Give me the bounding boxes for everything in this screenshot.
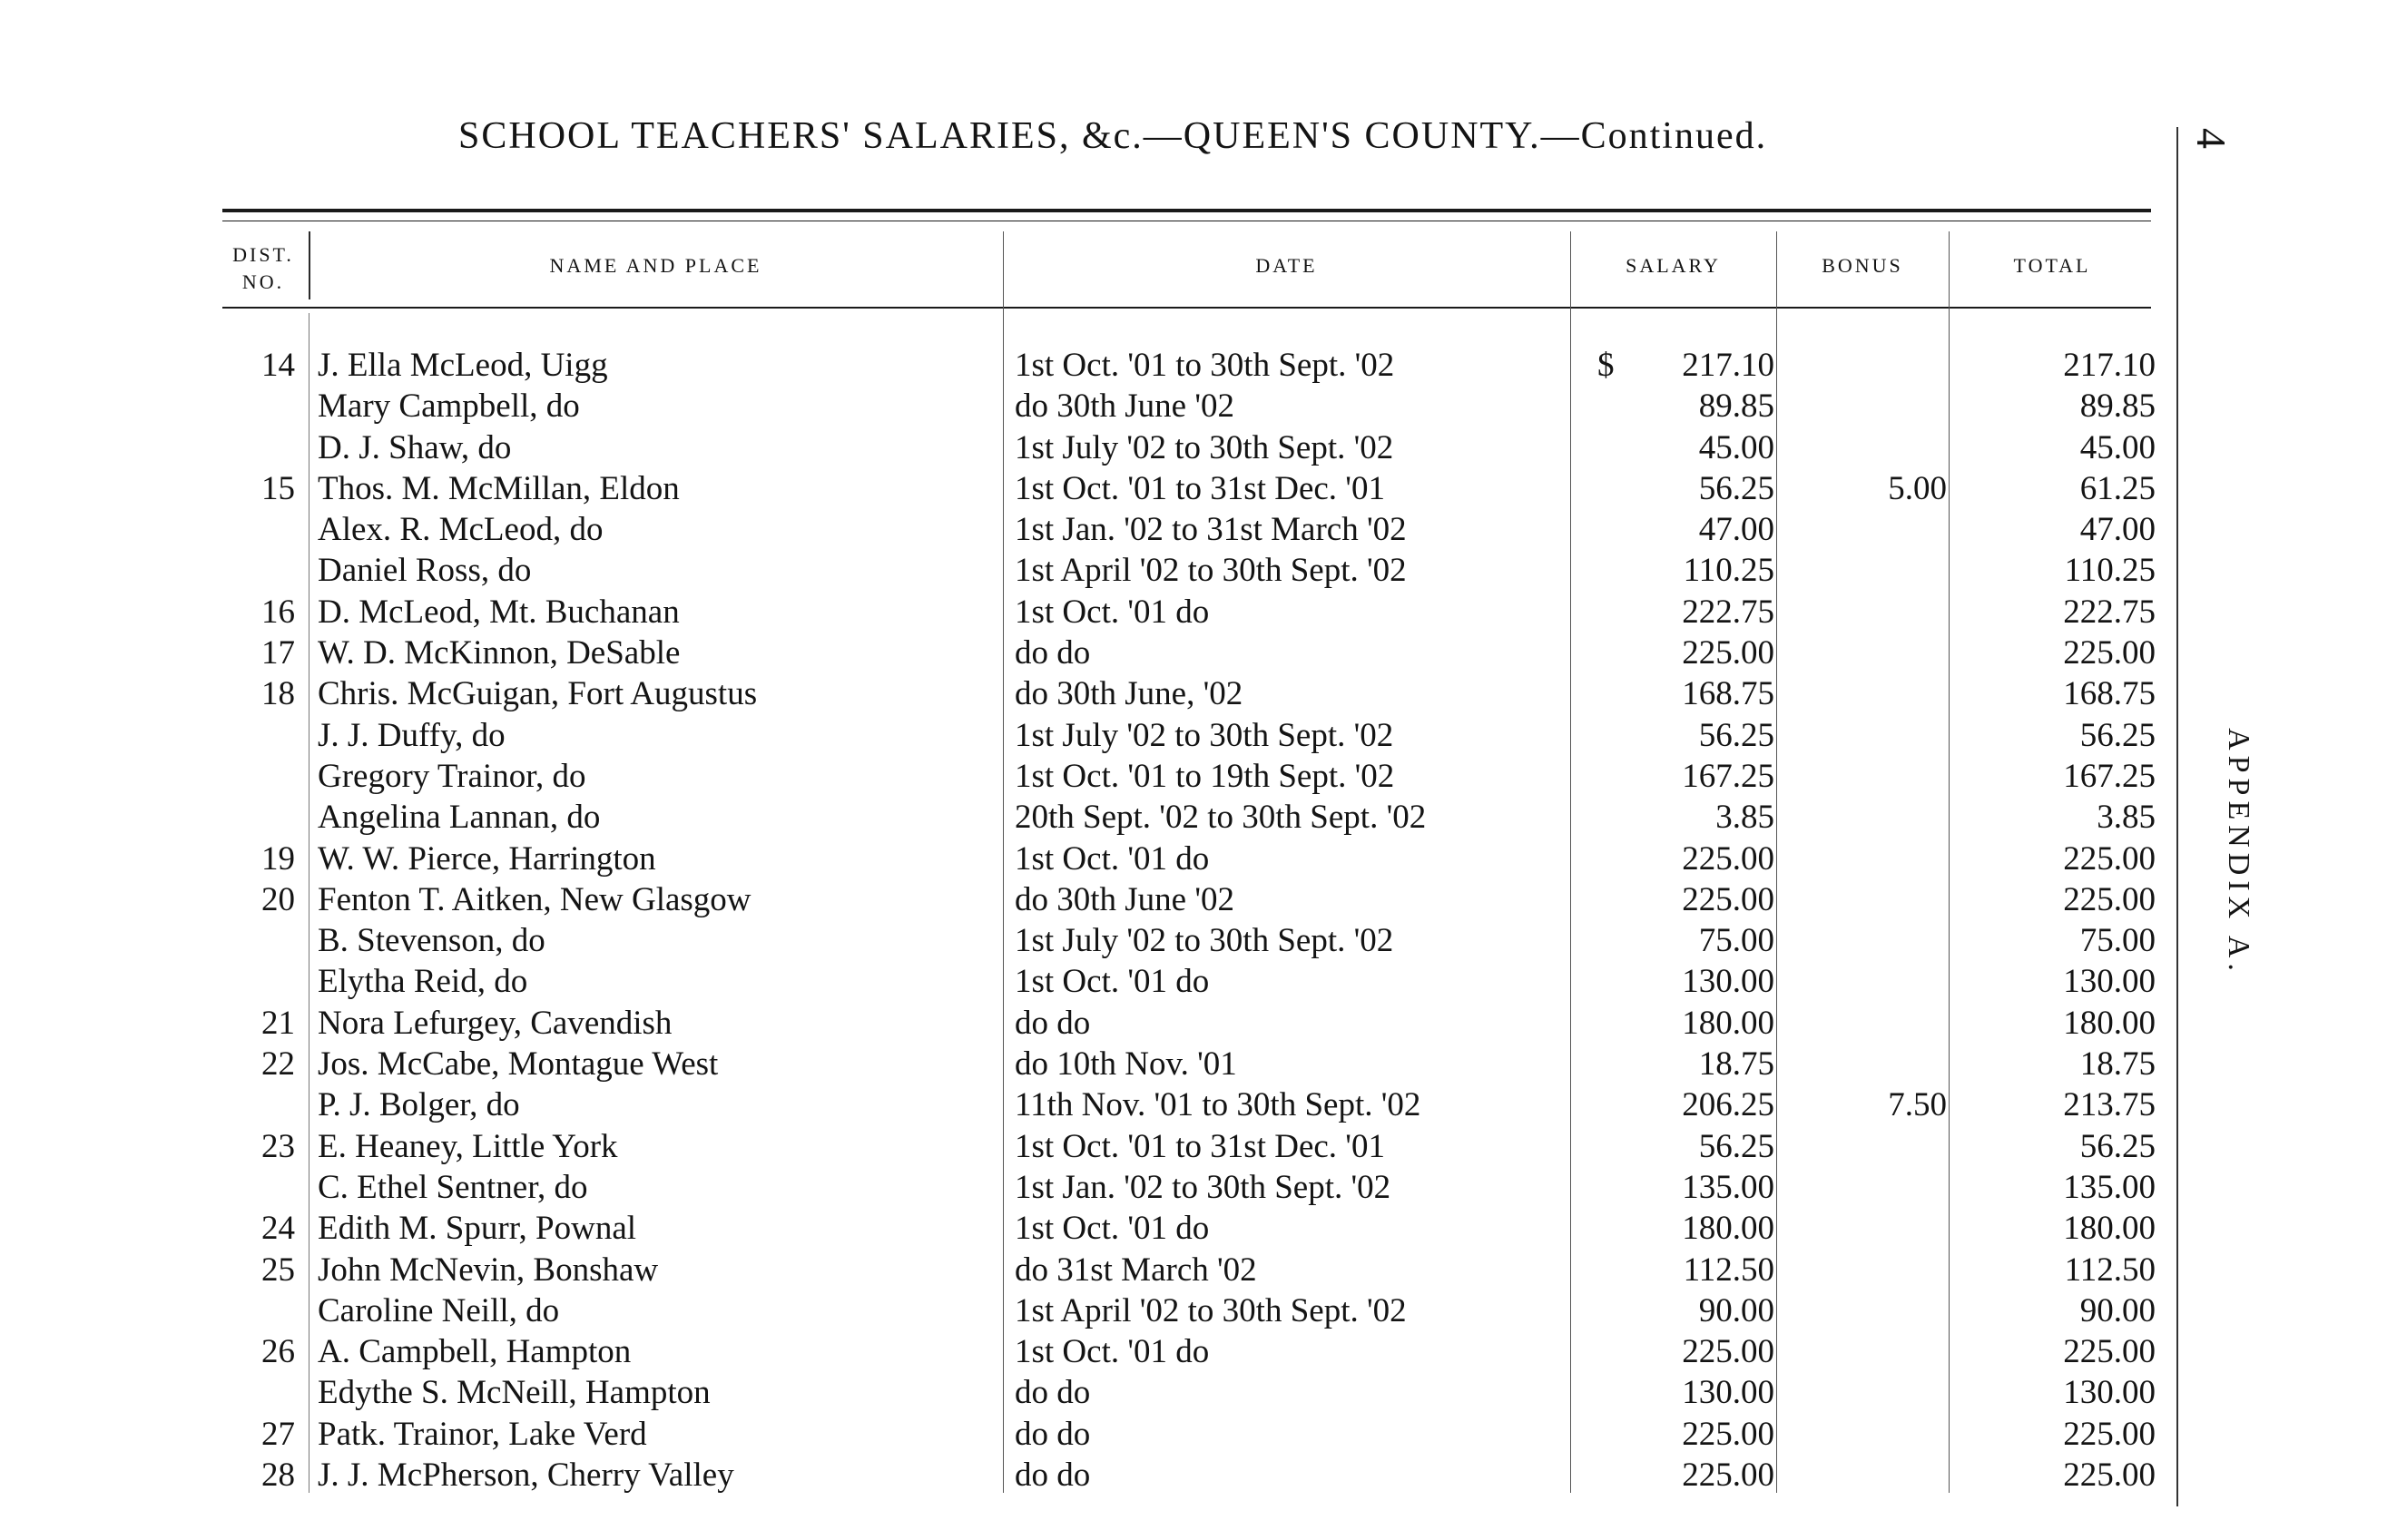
date-range: 1st Oct. '01 to 31st Dec. '01 bbox=[1015, 1127, 1385, 1165]
table-row bbox=[0, 920, 2397, 961]
teacher-name-place: D. J. Shaw, do bbox=[318, 428, 512, 466]
total-value: 3.85 bbox=[2097, 799, 2156, 837]
date-range: do 30th June '02 bbox=[1015, 387, 1235, 426]
table-row bbox=[0, 1414, 2397, 1455]
table-row bbox=[0, 1126, 2397, 1167]
date-range: 11th Nov. '01 to 30th Sept. '02 bbox=[1015, 1086, 1421, 1124]
total-value: 110.25 bbox=[2064, 552, 2156, 590]
teacher-name-place: Alex. R. McLeod, do bbox=[318, 511, 604, 549]
total-value: 47.00 bbox=[2079, 511, 2156, 549]
teacher-name-place: Elytha Reid, do bbox=[318, 963, 528, 1001]
table-row bbox=[0, 756, 2397, 797]
date-range: do do bbox=[1015, 634, 1091, 672]
teacher-name-place: Edythe S. McNeill, Hampton bbox=[318, 1374, 711, 1412]
salary-value: 225.00 bbox=[1682, 1333, 1774, 1371]
teacher-name-place: J. J. McPherson, Cherry Valley bbox=[318, 1457, 734, 1495]
teacher-name-place: Caroline Neill, do bbox=[318, 1291, 560, 1329]
date-range: 20th Sept. '02 to 30th Sept. '02 bbox=[1015, 799, 1427, 837]
page-number: 4 bbox=[2188, 128, 2235, 149]
salary-value: 89.85 bbox=[1698, 387, 1774, 426]
date-range: 1st Jan. '02 to 31st March '02 bbox=[1015, 511, 1407, 549]
date-range: do do bbox=[1015, 1374, 1091, 1412]
dist-number: 28 bbox=[261, 1457, 295, 1495]
salary-value: 167.25 bbox=[1682, 757, 1774, 795]
total-value: 225.00 bbox=[2063, 1415, 2156, 1453]
dist-number: 16 bbox=[261, 593, 295, 631]
table-row bbox=[0, 961, 2397, 1002]
teacher-name-place: E. Heaney, Little York bbox=[318, 1127, 618, 1165]
teacher-name-place: Nora Lefurgey, Cavendish bbox=[318, 1004, 673, 1042]
salary-value: 75.00 bbox=[1698, 922, 1774, 960]
date-range: 1st Oct. '01 do bbox=[1015, 1210, 1210, 1248]
date-range: do 30th June, '02 bbox=[1015, 675, 1243, 713]
teacher-name-place: Jos. McCabe, Montague West bbox=[318, 1045, 719, 1084]
table-row bbox=[0, 1084, 2397, 1125]
table-row bbox=[0, 509, 2397, 550]
salary-value: 225.00 bbox=[1682, 634, 1774, 672]
date-range: 1st Oct. '01 do bbox=[1015, 593, 1210, 631]
teacher-name-place: B. Stevenson, do bbox=[318, 922, 545, 960]
dist-number: 14 bbox=[261, 347, 295, 384]
teacher-name-place: Mary Campbell, do bbox=[318, 387, 580, 426]
total-value: 180.00 bbox=[2063, 1004, 2156, 1042]
table-row bbox=[0, 386, 2397, 427]
total-value: 225.00 bbox=[2063, 880, 2156, 918]
table-row bbox=[0, 345, 2397, 386]
table-row bbox=[0, 1372, 2397, 1413]
date-range: do 30th June '02 bbox=[1015, 880, 1235, 918]
salary-value: 180.00 bbox=[1682, 1210, 1774, 1248]
salary-value: 225.00 bbox=[1682, 839, 1774, 878]
salary-value: 45.00 bbox=[1698, 428, 1774, 466]
date-range: do do bbox=[1015, 1004, 1091, 1042]
column-header-date: DATE bbox=[1255, 254, 1318, 277]
total-value: 225.00 bbox=[2063, 634, 2156, 672]
table-row bbox=[0, 1167, 2397, 1208]
date-range: do 31st March '02 bbox=[1015, 1251, 1257, 1289]
salary-value: 110.25 bbox=[1683, 552, 1774, 590]
teacher-name-place: John McNevin, Bonshaw bbox=[318, 1251, 659, 1289]
total-value: 18.75 bbox=[2079, 1045, 2156, 1084]
salary-value: 130.00 bbox=[1682, 963, 1774, 1001]
total-value: 225.00 bbox=[2063, 1333, 2156, 1371]
total-value: 217.10 bbox=[2063, 347, 2156, 384]
bonus-value: 5.00 bbox=[1888, 469, 1947, 507]
column-header-name: NAME AND PLACE bbox=[549, 254, 762, 277]
dollar-sign: $ bbox=[1597, 347, 1615, 384]
page-title: SCHOOL TEACHERS' SALARIES, &c.—QUEEN'S COUNTY.—Continued. bbox=[458, 115, 1768, 157]
table-row bbox=[0, 715, 2397, 756]
salary-value: 3.85 bbox=[1715, 799, 1774, 837]
salary-value: 225.00 bbox=[1682, 1457, 1774, 1495]
total-value: 90.00 bbox=[2079, 1291, 2156, 1329]
salary-table-body bbox=[0, 345, 2397, 1496]
total-value: 89.85 bbox=[2079, 387, 2156, 426]
teacher-name-place: P. J. Bolger, do bbox=[318, 1086, 520, 1124]
dist-number: 26 bbox=[261, 1333, 295, 1371]
table-row bbox=[0, 1208, 2397, 1249]
salary-value: 56.25 bbox=[1698, 469, 1774, 507]
salary-value: 180.00 bbox=[1682, 1004, 1774, 1042]
table-row bbox=[0, 468, 2397, 509]
table-row bbox=[0, 673, 2397, 714]
dist-number: 17 bbox=[261, 634, 295, 672]
table-row bbox=[0, 839, 2397, 879]
teacher-name-place: W. W. Pierce, Harrington bbox=[318, 839, 656, 878]
total-value: 180.00 bbox=[2063, 1210, 2156, 1248]
date-range: do 10th Nov. '01 bbox=[1015, 1045, 1237, 1084]
column-header-salary: SALARY bbox=[1626, 254, 1721, 277]
total-value: 225.00 bbox=[2063, 839, 2156, 878]
table-row bbox=[0, 797, 2397, 838]
appendix-label: APPENDIX A. bbox=[2222, 728, 2255, 976]
column-header-dist bbox=[222, 241, 304, 296]
salary-value: 168.75 bbox=[1682, 675, 1774, 713]
salary-value: 206.25 bbox=[1682, 1086, 1774, 1124]
date-range: 1st July '02 to 30th Sept. '02 bbox=[1015, 428, 1394, 466]
table-row bbox=[0, 1290, 2397, 1331]
table-row bbox=[0, 427, 2397, 468]
table-row bbox=[0, 550, 2397, 591]
table-row bbox=[0, 592, 2397, 633]
date-range: 1st Oct. '01 to 31st Dec. '01 bbox=[1015, 469, 1385, 507]
table-row bbox=[0, 1331, 2397, 1372]
column-header-dist-line2: NO. bbox=[241, 270, 285, 293]
teacher-name-place: Patk. Trainor, Lake Verd bbox=[318, 1415, 647, 1453]
teacher-name-place: A. Campbell, Hampton bbox=[318, 1333, 632, 1371]
header-bottom-rule bbox=[222, 307, 2151, 309]
teacher-name-place: J. Ella McLeod, Uigg bbox=[318, 347, 608, 384]
salary-value: 225.00 bbox=[1682, 880, 1774, 918]
column-header-total: TOTAL bbox=[2013, 254, 2091, 277]
date-range: 1st Oct. '01 do bbox=[1015, 839, 1210, 878]
total-value: 112.50 bbox=[2064, 1251, 2156, 1289]
table-row bbox=[0, 879, 2397, 920]
date-range: 1st Jan. '02 to 30th Sept. '02 bbox=[1015, 1168, 1391, 1206]
dist-number: 25 bbox=[261, 1251, 295, 1289]
dist-number: 18 bbox=[261, 675, 295, 713]
salary-value: 112.50 bbox=[1683, 1251, 1774, 1289]
salary-value: 222.75 bbox=[1682, 593, 1774, 631]
table-row bbox=[0, 1044, 2397, 1084]
teacher-name-place: Chris. McGuigan, Fort Augustus bbox=[318, 675, 758, 713]
total-value: 56.25 bbox=[2079, 1127, 2156, 1165]
date-range: 1st July '02 to 30th Sept. '02 bbox=[1015, 716, 1394, 754]
total-value: 130.00 bbox=[2063, 963, 2156, 1001]
table-row bbox=[0, 1003, 2397, 1044]
date-range: 1st April '02 to 30th Sept. '02 bbox=[1015, 1291, 1407, 1329]
total-value: 61.25 bbox=[2079, 469, 2156, 507]
dist-number: 23 bbox=[261, 1127, 295, 1165]
dist-number: 22 bbox=[261, 1045, 295, 1084]
total-value: 135.00 bbox=[2063, 1168, 2156, 1206]
table-row bbox=[0, 1455, 2397, 1496]
date-range: do do bbox=[1015, 1415, 1091, 1453]
salary-value: 56.25 bbox=[1698, 716, 1774, 754]
dist-number: 15 bbox=[261, 469, 295, 507]
table-row bbox=[0, 633, 2397, 673]
salary-value: 47.00 bbox=[1698, 511, 1774, 549]
teacher-name-place: C. Ethel Sentner, do bbox=[318, 1168, 588, 1206]
teacher-name-place: Fenton T. Aitken, New Glasgow bbox=[318, 880, 752, 918]
date-range: 1st Oct. '01 do bbox=[1015, 1333, 1210, 1371]
total-value: 75.00 bbox=[2079, 922, 2156, 960]
total-value: 222.75 bbox=[2063, 593, 2156, 631]
total-value: 225.00 bbox=[2063, 1457, 2156, 1495]
teacher-name-place: Daniel Ross, do bbox=[318, 552, 532, 590]
column-header-bonus: BONUS bbox=[1822, 254, 1903, 277]
teacher-name-place: Angelina Lannan, do bbox=[318, 799, 601, 837]
teacher-name-place: D. McLeod, Mt. Buchanan bbox=[318, 593, 680, 631]
total-value: 56.25 bbox=[2079, 716, 2156, 754]
table-top-rule bbox=[222, 209, 2151, 212]
salary-value: 56.25 bbox=[1698, 1127, 1774, 1165]
total-value: 213.75 bbox=[2063, 1086, 2156, 1124]
total-value: 130.00 bbox=[2063, 1374, 2156, 1412]
bonus-value: 7.50 bbox=[1888, 1086, 1947, 1124]
date-range: 1st Oct. '01 to 19th Sept. '02 bbox=[1015, 757, 1395, 795]
table-row bbox=[0, 1250, 2397, 1290]
teacher-name-place: Thos. M. McMillan, Eldon bbox=[318, 469, 680, 507]
teacher-name-place: Edith M. Spurr, Pownal bbox=[318, 1210, 637, 1248]
total-value: 167.25 bbox=[2063, 757, 2156, 795]
dist-number: 27 bbox=[261, 1415, 295, 1453]
salary-value: 18.75 bbox=[1698, 1045, 1774, 1084]
teacher-name-place: J. J. Duffy, do bbox=[318, 716, 506, 754]
dist-number: 21 bbox=[261, 1004, 295, 1042]
dist-number: 20 bbox=[261, 880, 295, 918]
salary-value: 130.00 bbox=[1682, 1374, 1774, 1412]
salary-value: 90.00 bbox=[1698, 1291, 1774, 1329]
column-header-dist-line1: DIST. bbox=[232, 243, 294, 266]
total-value: 168.75 bbox=[2063, 675, 2156, 713]
date-range: 1st April '02 to 30th Sept. '02 bbox=[1015, 552, 1407, 590]
salary-value: 217.10 bbox=[1682, 347, 1774, 384]
total-value: 45.00 bbox=[2079, 428, 2156, 466]
teacher-name-place: W. D. McKinnon, DeSable bbox=[318, 634, 681, 672]
date-range: 1st July '02 to 30th Sept. '02 bbox=[1015, 922, 1394, 960]
dist-number: 19 bbox=[261, 839, 295, 878]
salary-value: 225.00 bbox=[1682, 1415, 1774, 1453]
date-range: 1st Oct. '01 to 30th Sept. '02 bbox=[1015, 347, 1395, 384]
date-range: do do bbox=[1015, 1457, 1091, 1495]
date-range: 1st Oct. '01 do bbox=[1015, 963, 1210, 1001]
salary-value: 135.00 bbox=[1682, 1168, 1774, 1206]
dist-number: 24 bbox=[261, 1210, 295, 1248]
teacher-name-place: Gregory Trainor, do bbox=[318, 757, 586, 795]
